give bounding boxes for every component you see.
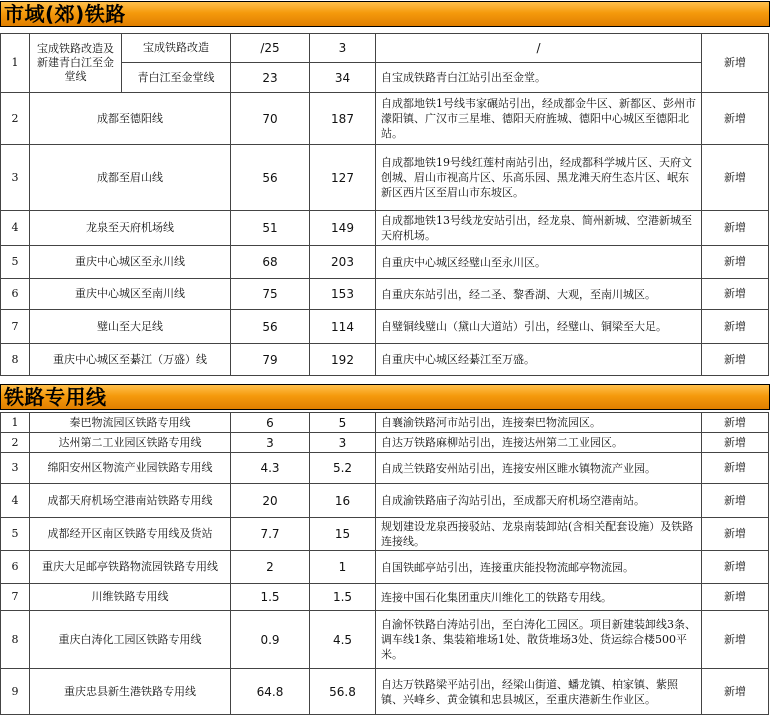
project-name: 璧山至大足线	[30, 310, 231, 344]
row-number: 8	[1, 611, 30, 669]
length-value: 3	[231, 433, 310, 453]
route-description: 自重庆中心城区经璧山至永川区。	[376, 246, 702, 279]
route-description: 自渝怀铁路白涛站引出，至白涛化工园区。项目新建装卸线3条、调车线1条、集装箱堆场1处、散货堆场3处、货运综合楼500平米。	[376, 611, 702, 669]
route-description: 自襄渝铁路河市站引出，连接秦巴物流园区。	[376, 413, 702, 433]
speed-value: 114	[310, 310, 376, 344]
project-name: 重庆中心城区至永川线	[30, 246, 231, 279]
sub-project-name: 宝成铁路改造	[122, 34, 231, 63]
dedicated-railway-table	[0, 412, 769, 715]
length-value: 70	[231, 93, 310, 145]
row-number: 5	[1, 518, 30, 551]
route-description: 自重庆中心城区经綦江至万盛。	[376, 344, 702, 376]
project-name: 重庆中心城区至綦江（万盛）线	[30, 344, 231, 376]
route-description: 自达万铁路麻柳站引出，连接达州第二工业园区。	[376, 433, 702, 453]
table-row	[1, 211, 769, 246]
section-title-dedicated-railway: 铁路专用线	[0, 384, 770, 410]
table-row	[1, 344, 769, 376]
status-label: 新增	[702, 211, 769, 246]
status-label: 新增	[702, 310, 769, 344]
project-name: 秦巴物流园区铁路专用线	[30, 413, 231, 433]
row-number: 7	[1, 584, 30, 611]
row-number: 1	[1, 413, 30, 433]
speed-value: 3	[310, 34, 376, 63]
speed-value: 187	[310, 93, 376, 145]
speed-value: 203	[310, 246, 376, 279]
section-title-suburban-railway: 市域(郊)铁路	[0, 1, 770, 27]
status-label: 新增	[702, 433, 769, 453]
route-description: 自成都地铁19号线红莲村南站引出，经成都科学城片区、天府文创城、眉山市视高片区、乐高乐园、黑龙滩天府生态片区、岷东新区西片区至眉山市东坡区。	[376, 145, 702, 211]
row-number: 7	[1, 310, 30, 344]
row-number: 1	[1, 34, 30, 93]
project-name: 宝成铁路改造及新建青白江至金堂线	[30, 34, 122, 93]
status-label: 新增	[702, 584, 769, 611]
project-name: 龙泉至天府机场线	[30, 211, 231, 246]
project-name: 重庆忠县新生港铁路专用线	[30, 669, 231, 715]
speed-value: 149	[310, 211, 376, 246]
length-value: /25	[231, 34, 310, 63]
length-value: 75	[231, 279, 310, 310]
table-row	[1, 145, 769, 211]
suburban-railway-table	[0, 33, 769, 376]
table-row	[1, 669, 769, 715]
project-name: 成都至德阳线	[30, 93, 231, 145]
status-label: 新增	[702, 145, 769, 211]
length-value: 64.8	[231, 669, 310, 715]
project-name: 重庆中心城区至南川线	[30, 279, 231, 310]
table-row	[1, 93, 769, 145]
table-row	[1, 551, 769, 584]
route-description: 自成都地铁13号线龙安站引出，经龙泉、简州新城、空港新城至天府机场。	[376, 211, 702, 246]
route-description: 自国铁邮亭站引出，连接重庆能投物流邮亭物流园。	[376, 551, 702, 584]
speed-value: 3	[310, 433, 376, 453]
status-label: 新增	[702, 518, 769, 551]
length-value: 4.3	[231, 453, 310, 484]
table-row	[1, 34, 769, 63]
length-value: 68	[231, 246, 310, 279]
route-description: 自重庆东站引出，经二圣、黎香湖、大观，至南川城区。	[376, 279, 702, 310]
speed-value: 1.5	[310, 584, 376, 611]
project-name: 绵阳安州区物流产业园铁路专用线	[30, 453, 231, 484]
row-number: 5	[1, 246, 30, 279]
row-number: 3	[1, 145, 30, 211]
length-value: 0.9	[231, 611, 310, 669]
speed-value: 56.8	[310, 669, 376, 715]
status-label: 新增	[702, 279, 769, 310]
speed-value: 1	[310, 551, 376, 584]
table-row	[1, 518, 769, 551]
speed-value: 5	[310, 413, 376, 433]
length-value: 20	[231, 484, 310, 518]
row-number: 6	[1, 279, 30, 310]
table-row	[1, 584, 769, 611]
row-number: 9	[1, 669, 30, 715]
speed-value: 34	[310, 63, 376, 93]
speed-value: 15	[310, 518, 376, 551]
length-value: 79	[231, 344, 310, 376]
table-row	[1, 611, 769, 669]
status-label: 新增	[702, 551, 769, 584]
project-name: 成都经开区南区铁路专用线及货站	[30, 518, 231, 551]
length-value: 7.7	[231, 518, 310, 551]
length-value: 56	[231, 145, 310, 211]
table-row	[1, 453, 769, 484]
route-description: 自璧铜线璧山（黛山大道站）引出，经璧山、铜梁至大足。	[376, 310, 702, 344]
table-row	[1, 413, 769, 433]
route-description: 自达万铁路梁平站引出，经梁山街道、蟠龙镇、柏家镇、紫照镇、兴峰乡、黄金镇和忠县城区，至重庆港新生作业区。	[376, 669, 702, 715]
status-label: 新增	[702, 413, 769, 433]
status-label: 新增	[702, 344, 769, 376]
length-value: 6	[231, 413, 310, 433]
status-label: 新增	[702, 453, 769, 484]
speed-value: 127	[310, 145, 376, 211]
project-name: 重庆白涛化工园区铁路专用线	[30, 611, 231, 669]
route-description: 自成都地铁1号线韦家碾站引出，经成都金牛区、新都区、彭州市濛阳镇、广汉市三星堆、德阳天府旌城、德阳中心城区至德阳北站。	[376, 93, 702, 145]
speed-value: 4.5	[310, 611, 376, 669]
length-value: 1.5	[231, 584, 310, 611]
speed-value: 192	[310, 344, 376, 376]
project-name: 川维铁路专用线	[30, 584, 231, 611]
route-description: 自成渝铁路庙子沟站引出，至成都天府机场空港南站。	[376, 484, 702, 518]
status-label: 新增	[702, 669, 769, 715]
table-row	[1, 433, 769, 453]
route-description: /	[376, 34, 702, 63]
table-row	[1, 246, 769, 279]
project-name: 成都至眉山线	[30, 145, 231, 211]
table-row	[1, 279, 769, 310]
length-value: 56	[231, 310, 310, 344]
row-number: 2	[1, 93, 30, 145]
status-label: 新增	[702, 246, 769, 279]
row-number: 6	[1, 551, 30, 584]
status-label: 新增	[702, 611, 769, 669]
table-row	[1, 484, 769, 518]
table-row	[1, 310, 769, 344]
status-label: 新增	[702, 34, 769, 93]
status-label: 新增	[702, 484, 769, 518]
sub-project-name: 青白江至金堂线	[122, 63, 231, 93]
project-name: 达州第二工业园区铁路专用线	[30, 433, 231, 453]
status-label: 新增	[702, 93, 769, 145]
length-value: 2	[231, 551, 310, 584]
speed-value: 153	[310, 279, 376, 310]
row-number: 4	[1, 484, 30, 518]
row-number: 2	[1, 433, 30, 453]
route-description: 自成兰铁路安州站引出，连接安州区睢水镇物流产业园。	[376, 453, 702, 484]
route-description: 自宝成铁路青白江站引出至金堂。	[376, 63, 702, 93]
speed-value: 16	[310, 484, 376, 518]
route-description: 连接中国石化集团重庆川维化工的铁路专用线。	[376, 584, 702, 611]
row-number: 8	[1, 344, 30, 376]
project-name: 重庆大足邮亭铁路物流园铁路专用线	[30, 551, 231, 584]
speed-value: 5.2	[310, 453, 376, 484]
row-number: 3	[1, 453, 30, 484]
length-value: 23	[231, 63, 310, 93]
row-number: 4	[1, 211, 30, 246]
length-value: 51	[231, 211, 310, 246]
route-description: 规划建设龙泉西接驳站、龙泉南装卸站(含相关配套设施）及铁路连接线。	[376, 518, 702, 551]
project-name: 成都天府机场空港南站铁路专用线	[30, 484, 231, 518]
